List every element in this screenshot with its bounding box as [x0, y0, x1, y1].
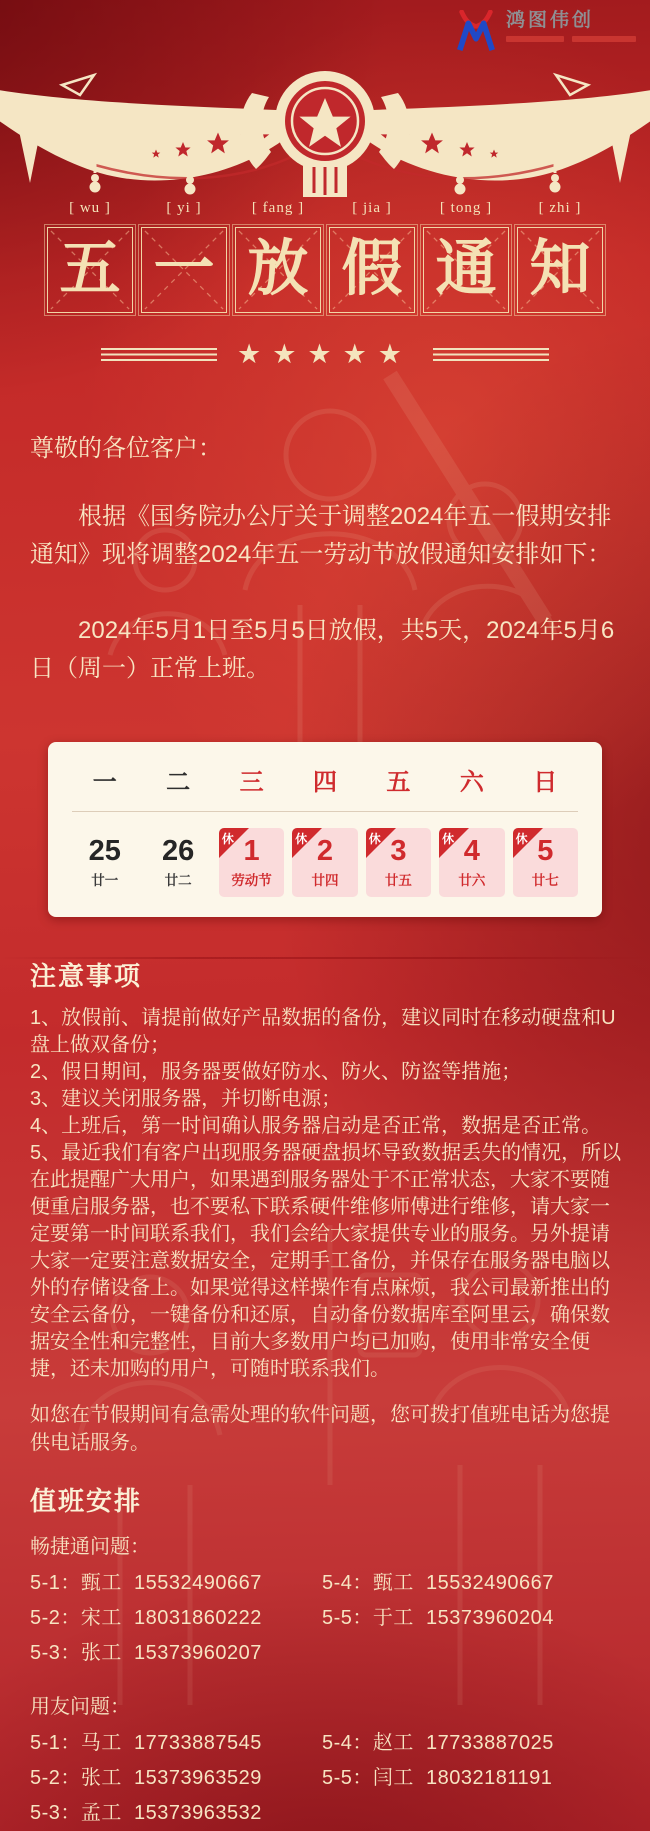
notes-heading: 注意事项	[30, 961, 143, 991]
duty-contact: 5-4：甄工 15532490667	[322, 1572, 554, 1594]
note-item: 4、上班后，第一时间确认服务器启动是否正常，数据是否正常。	[30, 1115, 602, 1137]
duty-column-right	[322, 1573, 622, 1678]
brand-logo-icon	[453, 10, 499, 52]
day-number: 4	[463, 835, 480, 867]
notice-body	[30, 430, 622, 688]
day-number: 5	[537, 835, 554, 867]
note-item: 3、建议关闭服务器，并切断电源；	[30, 1088, 342, 1110]
rest-badge: 休	[295, 832, 308, 846]
duty-group-label: 用友问题：	[30, 1696, 130, 1718]
calendar-days-row	[72, 828, 578, 897]
day-sublabel: 劳动节	[231, 873, 272, 888]
duty-contact: 5-3：孟工 15373963532	[30, 1802, 262, 1824]
title-character: 放	[247, 236, 309, 303]
calendar-day	[439, 828, 504, 897]
duty-contact: 5-5：于工 15373960204	[322, 1607, 554, 1629]
calendar-weekday: 二	[166, 769, 191, 796]
character-box	[423, 227, 509, 313]
duty-group-label: 畅捷通问题：	[30, 1536, 150, 1558]
duty-columns	[30, 1573, 622, 1678]
title-character: 五	[59, 236, 121, 303]
rest-badge: 休	[221, 832, 234, 846]
day-sublabel: 廿五	[384, 873, 412, 888]
calendar-day	[145, 828, 210, 897]
character-box	[329, 227, 415, 313]
bunting-banner-icon	[0, 55, 650, 205]
note-item: 1、放假前、请提前做好产品数据的备份，建议同时在移动硬盘和U盘上做双备份；	[30, 1007, 616, 1056]
rest-badge: 休	[368, 832, 381, 846]
star-row: ★★★★★	[236, 339, 414, 369]
day-number: 1	[243, 835, 260, 867]
duty-column-left	[30, 1573, 322, 1678]
note-item: 5、最近我们有客户出现服务器硬盘损坏导致数据丢失的情况，所以在此提醒广大用户，如果遇到服务器处于不正常状态，大家不要随便重启服务器，也不要私下联系硬件维修师傅进行维修，请大家一定要第一时间联系我们，我们会给大家提供专业的服务。另外提请大家一定要注意数据安全，定期手工备份，并保存在服务器电脑以外的存储设备上。如果觉得这样操作有点麻烦，我公司最新推出的安全云备份，一键备份和还原，自动备份数据库至阿里云，确保数据安全性和完整性，目前大多数用户均已加购，使用非常安全便捷，还未加购的用户，可随时联系我们。	[30, 1142, 622, 1380]
brand-name: 鸿图伟创	[506, 10, 595, 31]
character-box	[517, 227, 603, 313]
pinyin-label: [ fang ]	[251, 200, 305, 216]
notes-list	[30, 1005, 622, 1383]
duty-contact: 5-1：甄工 15532490667	[30, 1572, 262, 1594]
greeting: 尊敬的各位客户：	[30, 435, 222, 462]
divider-lines-left	[101, 348, 217, 361]
character-box	[235, 227, 321, 313]
day-number: 2	[316, 835, 334, 867]
duty-contact: 5-3：张工 15373960207	[30, 1642, 262, 1664]
day-sublabel: 廿七	[531, 873, 559, 888]
calendar-day	[366, 828, 431, 897]
title-character-cell	[141, 196, 227, 313]
brand-tagline	[506, 36, 636, 42]
calendar-weekday: 一	[92, 769, 117, 796]
duty-contact: 5-5：闫工 18032181191	[322, 1767, 553, 1789]
duty-columns	[30, 1733, 622, 1831]
title-character: 通	[435, 236, 497, 303]
day-sublabel: 廿六	[458, 873, 486, 888]
title-character: 假	[341, 236, 403, 303]
duty-contact: 5-4：赵工 17733887025	[322, 1732, 554, 1754]
title-character: 一	[153, 236, 215, 303]
holiday-calendar	[48, 742, 602, 917]
brand-tagline-bar	[506, 36, 564, 42]
title-character-cell	[517, 196, 603, 313]
rest-badge: 休	[442, 832, 455, 846]
notice-title	[47, 196, 603, 313]
brand-logo	[453, 10, 636, 52]
calendar-weekday: 三	[239, 769, 264, 796]
duty-contact: 5-2：宋工 18031860222	[30, 1607, 262, 1629]
divider-lines-right	[433, 348, 549, 361]
pinyin-label: [ yi ]	[166, 200, 202, 216]
calendar-day	[219, 828, 284, 897]
character-box	[141, 227, 227, 313]
intro-paragraph-1: 根据《国务院办公厅关于调整2024年五一假期安排通知》现将调整2024年五一劳动节放假通知安排如下：	[30, 503, 612, 568]
day-sublabel: 廿四	[311, 873, 339, 888]
day-sublabel: 廿一	[91, 873, 119, 888]
day-number: 3	[390, 835, 407, 867]
rest-badge: 休	[515, 832, 528, 846]
brand-tagline-bar	[572, 36, 636, 42]
pinyin-label: [ tong ]	[439, 200, 493, 216]
duty-contact: 5-1：马工 17733887545	[30, 1732, 262, 1754]
calendar-weekday: 四	[312, 769, 337, 796]
day-number: 26	[162, 835, 195, 867]
duty-heading: 值班安排	[30, 1486, 143, 1516]
calendar-day	[513, 828, 578, 897]
duty-contact: 5-2：张工 15373963529	[30, 1767, 262, 1789]
duty-group-yonyou	[30, 1690, 622, 1831]
title-character-cell	[235, 196, 321, 313]
calendar-weekday-header	[72, 760, 578, 812]
title-character-cell	[423, 196, 509, 313]
pinyin-label: [ zhi ]	[538, 200, 582, 216]
calendar-weekday: 日	[533, 769, 558, 796]
intro-paragraph-2: 2024年5月1日至5月5日放假，共5天，2024年5月6日（周一）正常上班。	[30, 617, 615, 682]
lower-section	[30, 956, 622, 1831]
title-character: 知	[529, 236, 591, 303]
duty-column-right	[322, 1733, 622, 1831]
calendar-day	[72, 828, 137, 897]
star-divider	[0, 337, 650, 371]
day-number: 25	[88, 835, 121, 867]
title-character-cell	[329, 196, 415, 313]
character-box	[47, 227, 133, 313]
calendar-day	[292, 828, 357, 897]
notes-footer: 如您在节假期间有急需处理的软件问题，您可拨打值班电话为您提供电话服务。	[30, 1404, 610, 1454]
calendar-weekday: 六	[459, 769, 484, 796]
duty-column-left	[30, 1733, 322, 1831]
note-item: 2、假日期间，服务器要做好防水、防火、防盗等措施；	[30, 1061, 522, 1083]
day-sublabel: 廿二	[164, 873, 192, 888]
pinyin-label: [ wu ]	[69, 200, 111, 216]
duty-group-changjietong	[30, 1530, 622, 1678]
calendar-weekday: 五	[386, 769, 411, 796]
pinyin-label: [ jia ]	[352, 200, 392, 216]
title-character-cell	[47, 196, 133, 313]
